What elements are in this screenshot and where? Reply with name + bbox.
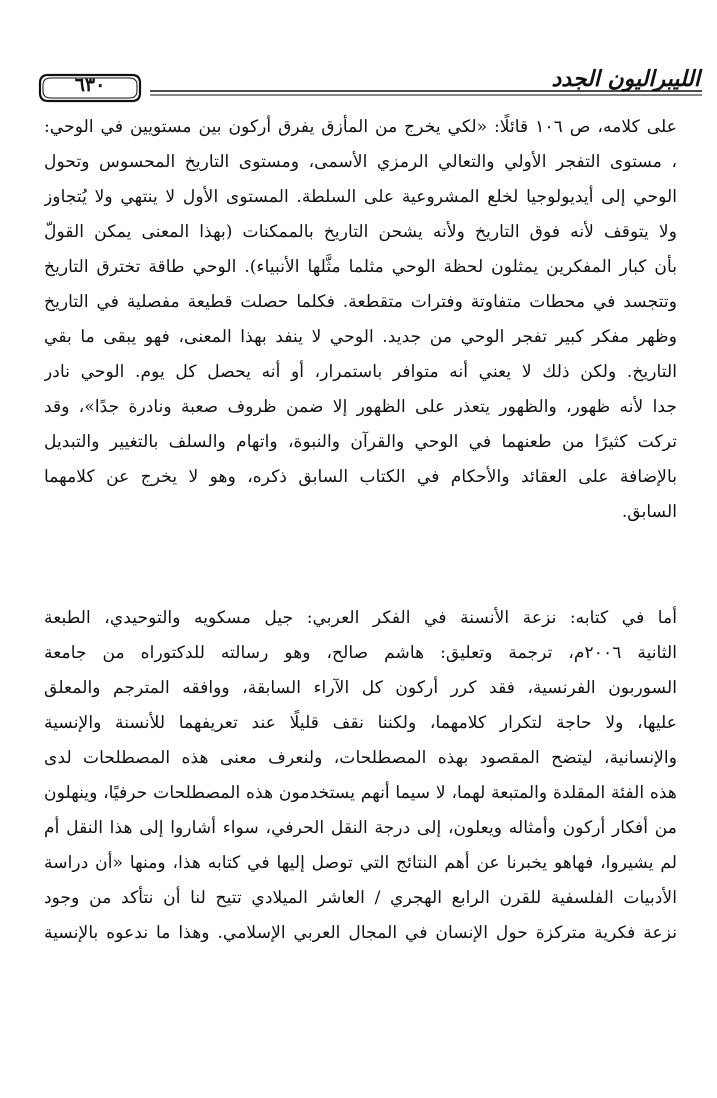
text-line: الوحي إلى أيديولوجيا لخلع المشروعية على السلطة. المستوى الأول لا ينتهي ولا يُتجاوز xyxy=(44,187,677,207)
text-line: تركت كثيرًا من طعنهما في الوحي والقرآن والنبوة، واتهام والسلف بالتغيير والتبديل xyxy=(44,432,677,452)
text-line: عليها، ولا حاجة لتكرار كلامهما، ولكننا نقف قليلًا عند تعريفهما للأنسنة والإنسية xyxy=(44,713,677,733)
text-line: نزعة فكرية متركزة حول الإنسان في المجال العربي الإسلامي. وهذا ما ندعوه بالإنسية xyxy=(44,923,677,943)
text-line: لم يشيروا، فهاهو يخبرنا عن أهم النتائج التي توصل إليها في كتابه هذا، ومنها «أن دراسة xyxy=(44,853,677,873)
text-line: من أفكار أركون وأمثاله ويعلون، إلى درجة النقل الحرفي، سواء أشاروا إلى هذا النقل أم xyxy=(44,818,677,838)
text-line: الأدبيات الفلسفية للقرن الرابع الهجري / العاشر الميلادي تتيح لنا أن نتأكد من وجود xyxy=(44,888,677,908)
text-line: جدا لأنه ظهور، والظهور يتعذر على الظهور إلا ضمن ظروف صعبة ونادرة جدًا»، وقد xyxy=(44,397,677,417)
page-header xyxy=(30,66,702,106)
text-line: أما في كتابه: نزعة الأنسنة في الفكر العربي: جيل مسكويه والتوحيدي، الطبعة xyxy=(44,608,677,628)
text-line: بالإضافة على العقائد والأحكام في الكتاب السابق ذكره، وهو لا يخرج عن كلامهما xyxy=(44,467,677,487)
text-line: ولا يتوقف لأنه فوق التاريخ ولأنه يشحن التاريخ بالممكنات (بهذا المعنى يمكن القولّ xyxy=(44,222,677,242)
text-line: بأن كبار المفكرين يمثلون لحظة الوحي مثلما مثَّلها الأنبياء). الوحي طاقة تخترق التاريخ xyxy=(44,257,677,277)
text-line: التاريخ. ولكن ذلك لا يعني أنه متوافر باستمرار، أو أنه يحصل كل يوم. الوحي نادر xyxy=(44,362,677,382)
paragraph-1 xyxy=(44,110,677,530)
paragraph-2 xyxy=(44,601,677,951)
text-line: هذه الفئة المقلدة والمتبعة لهما، لا سيما أنهم يستخدمون هذه المصطلحات حرفيًا، وينهلون xyxy=(44,783,677,803)
text-line: على كلامه، ص ١٠٦ قائلًا: «لكي يخرج من المأزق يفرق أركون بين مستويين في الوحي: xyxy=(44,117,677,137)
text-line: السوربون الفرنسية، فقد كرر أركون كل الآراء السابقة، ووافقه المترجم والمعلق xyxy=(44,678,677,698)
text-line: الثانية ٢٠٠٦م، ترجمة وتعليق: هاشم صالح، وهو رسالته للدكتوراه من جامعة xyxy=(44,643,677,663)
text-line: وظهر مفكر كبير تفجر الوحي من جديد. الوحي لا ينفد بهذا المعنى، فهو يبقى ما بقي xyxy=(44,327,677,347)
running-title: الليبراليون الجدد xyxy=(551,66,700,92)
page-number: ٦٣٠ xyxy=(74,74,106,96)
text-line: وتتجسد في محطات متفاوتة وفترات متقطعة. فكلما حصلت قطيعة مفصلية في التاريخ xyxy=(44,292,677,312)
text-line: والإنسانية، ليتضح المقصود بهذه المصطلحات، ولنعرف معنى هذه المصطلحات لدى xyxy=(44,748,677,768)
text-line: ، مستوى التفجر الأولي والتعالي الرمزي الأسمى، ومستوى التاريخ المحسوس وتحول xyxy=(44,152,677,172)
text-line: السابق. xyxy=(621,502,677,522)
